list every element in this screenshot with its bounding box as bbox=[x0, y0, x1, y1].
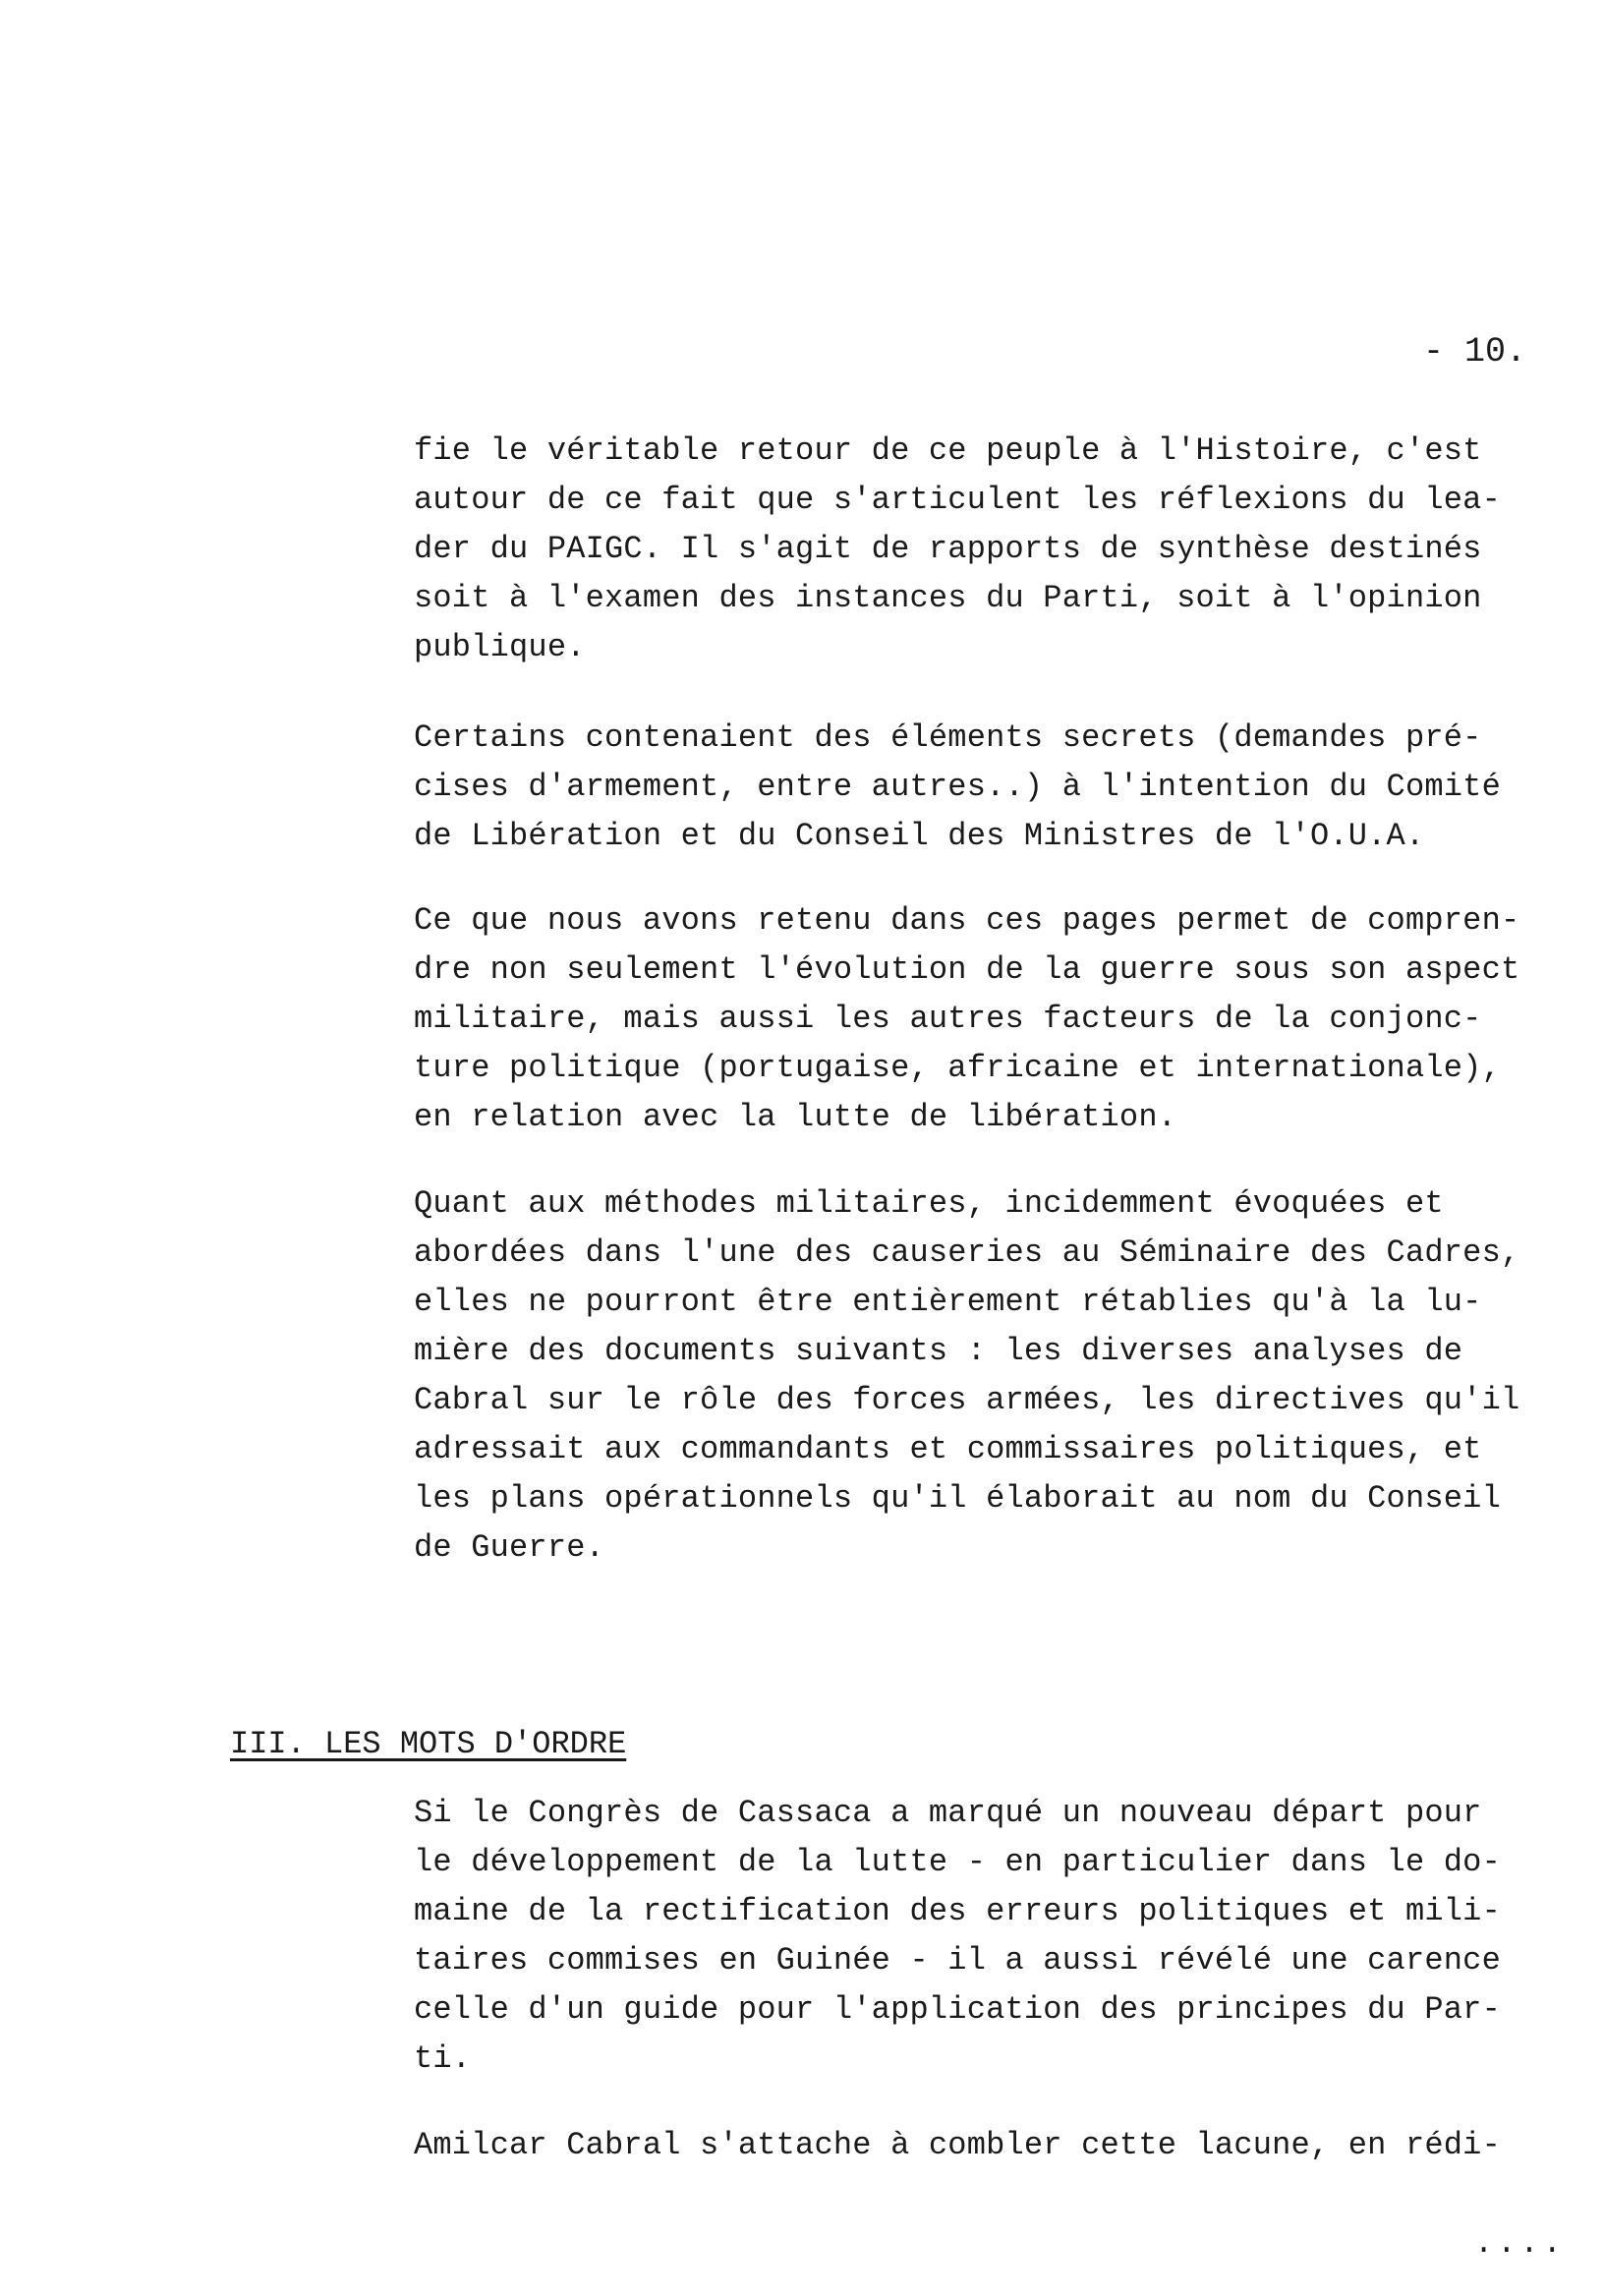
text-line: de Libération et du Conseil des Ministres de l'O.U.A. bbox=[414, 818, 1425, 854]
text-line: Amilcar Cabral s'attache à combler cette lacune, en rédi- bbox=[414, 2127, 1501, 2163]
text-line: fie le véritable retour de ce peuple à l'Histoire, c'est bbox=[414, 432, 1482, 469]
continuation-marker: .... bbox=[1474, 2225, 1566, 2262]
text-line: maine de la rectification des erreurs politiques et mili- bbox=[414, 1893, 1501, 1929]
text-line: Certains contenaient des éléments secrets (demandes pré- bbox=[414, 719, 1482, 756]
text-line: mière des documents suivants : les diverses analyses de bbox=[414, 1333, 1463, 1369]
text-line: ture politique (portugaise, africaine et internationale), bbox=[414, 1050, 1501, 1086]
text-line: taires commises en Guinée - il a aussi révélé une carence bbox=[414, 1942, 1501, 1979]
section-heading: III. LES MOTS D'ORDRE bbox=[230, 1726, 627, 1762]
text-line: ti. bbox=[414, 2040, 472, 2077]
text-line: publique. bbox=[414, 629, 586, 665]
text-line: de Guerre. bbox=[414, 1529, 605, 1566]
text-line: soit à l'examen des instances du Parti, soit à l'opinion bbox=[414, 580, 1482, 616]
text-line: dre non seulement l'évolution de la guerre sous son aspect bbox=[414, 951, 1520, 988]
text-line: Quant aux méthodes militaires, incidemment évoquées et bbox=[414, 1185, 1444, 1222]
page-number: - 10. bbox=[1423, 332, 1527, 372]
text-line: autour de ce fait que s'articulent les réflexions du lea- bbox=[414, 482, 1501, 518]
text-line: les plans opérationnels qu'il élaborait au nom du Conseil bbox=[414, 1480, 1501, 1517]
text-line: adressait aux commandants et commissaires politiques, et bbox=[414, 1431, 1482, 1467]
text-line: Cabral sur le rôle des forces armées, les directives qu'il bbox=[414, 1382, 1520, 1418]
text-line: celle d'un guide pour l'application des principes du Par- bbox=[414, 1991, 1501, 2028]
text-line: en relation avec la lutte de libération. bbox=[414, 1099, 1177, 1135]
text-line: cises d'armement, entre autres..) à l'intention du Comité bbox=[414, 769, 1501, 805]
text-line: Ce que nous avons retenu dans ces pages permet de compren- bbox=[414, 902, 1520, 939]
text-line: elles ne pourront être entièrement rétablies qu'à la lu- bbox=[414, 1284, 1482, 1320]
text-line: Si le Congrès de Cassaca a marqué un nouveau départ pour bbox=[414, 1795, 1482, 1831]
text-line: le développement de la lutte - en particulier dans le do- bbox=[414, 1844, 1501, 1880]
text-line: der du PAIGC. Il s'agit de rapports de synthèse destinés bbox=[414, 531, 1482, 567]
text-line: militaire, mais aussi les autres facteurs de la conjonc- bbox=[414, 1001, 1482, 1037]
text-line: abordées dans l'une des causeries au Séminaire des Cadres, bbox=[414, 1234, 1520, 1271]
